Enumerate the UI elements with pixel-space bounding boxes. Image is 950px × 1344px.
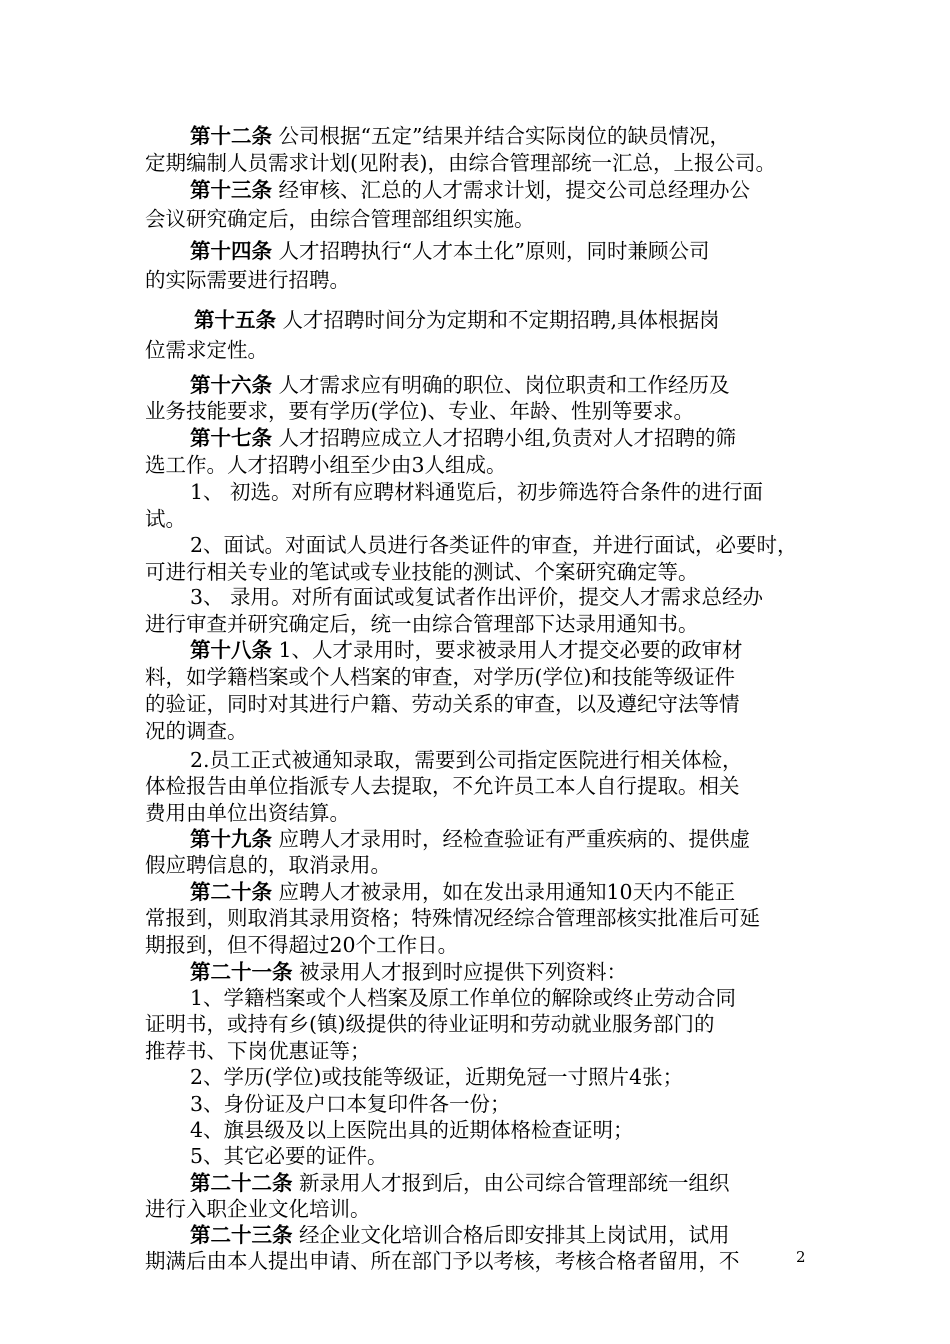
line-text: 被录用人才报到时应提供下列资料： [292,960,628,984]
text-line [190,584,815,610]
text-line [145,800,815,826]
article-label: 第二十一条 [190,960,293,984]
text-line [190,637,815,663]
article-label: 第二十三条 [190,1223,293,1247]
line-text: 的验证，同时对其进行户籍、劳动关系的审查，以及遵纪守法等情 [145,692,740,716]
text-line [190,985,815,1011]
text-line [190,479,815,505]
article-label: 第十五条 [194,308,276,332]
line-text: 人才招聘执行“人才本土化”原则，同时兼顾公司 [272,239,710,263]
line-text: 况的调查。 [145,719,248,743]
text-line [145,664,815,690]
text-line [145,1011,815,1037]
text-line [145,932,815,958]
article-label: 第十八条 [190,638,272,662]
line-text: 新录用人才报到后，由公司综合管理部统一组织 [292,1171,730,1195]
line-text: 人才招聘应成立人才招聘小组,负责对人才招聘的筛 [272,426,737,450]
text-line [190,425,815,451]
text-line [145,905,815,931]
line-text: 选工作。人才招聘小组至少由3人组成。 [145,453,507,477]
line-text: 应聘人才被录用，如在发出录用通知10天内不能正 [272,880,736,904]
page-number: 2 [796,1248,806,1266]
line-text: 公司根据“五定”结果并结合实际岗位的缺员情况， [272,124,730,148]
line-text: 1、 初选。对所有应聘材料通览后，初步筛选符合条件的进行面 [190,480,764,504]
text-line [190,177,815,203]
text-line [190,879,815,905]
text-line [145,718,815,744]
article-label: 第二十二条 [190,1171,293,1195]
text-line [190,1117,815,1143]
text-line [190,1170,815,1196]
text-line [190,1064,815,1090]
text-line [145,267,815,293]
line-text: 3、身份证及户口本复印件各一份； [190,1092,511,1116]
line-text: 期报到，但不得超过20个工作日。 [145,933,459,957]
line-text: 的实际需要进行招聘。 [145,268,350,292]
line-text: 费用由单位出资结算。 [145,801,350,825]
line-text: 人才招聘时间分为定期和不定期招聘,具体根据岗 [276,308,720,332]
text-line [190,826,815,852]
text-line [145,452,815,478]
text-line [190,238,815,264]
text-line [145,337,815,363]
article-label: 第十六条 [190,373,272,397]
line-text: 1、学籍档案或个人档案及原工作单位的解除或终止劳动合同 [190,986,737,1010]
line-text: 人才需求应有明确的职位、岗位职责和工作经历及 [272,373,730,397]
line-text: 试。 [145,507,186,531]
article-label: 第十四条 [190,239,272,263]
line-text: 进行审查并研究确定后，统一由综合管理部下达录用通知书。 [145,612,699,636]
text-line [145,1248,815,1274]
line-text: 2.员工正式被通知录取，需要到公司指定医院进行相关体检， [190,748,743,772]
text-line [145,773,815,799]
text-line [190,123,815,149]
line-text: 经企业文化培训合格后即安排其上岗试用，试用 [292,1223,730,1247]
line-text: 常报到，则取消其录用资格；特殊情况经综合管理部核实批准后可延 [145,906,760,930]
text-line [145,506,815,532]
line-text: 2、学历(学位)或技能等级证，近期免冠一寸照片4张； [190,1065,684,1089]
text-line [145,150,815,176]
text-line [145,1196,815,1222]
line-text: 体检报告由单位指派专人去提取，不允许员工本人自行提取。相关 [145,774,740,798]
line-text: 期满后由本人提出申请、所在部门予以考核，考核合格者留用，不 [145,1249,740,1273]
text-line [145,1038,815,1064]
article-label: 第十七条 [190,426,272,450]
article-label: 第十三条 [190,178,272,202]
text-line [145,398,815,424]
text-line [190,747,815,773]
text-line [145,691,815,717]
line-text: 1、人才录用时，要求被录用人才提交必要的政审材 [272,638,743,662]
line-text: 料，如学籍档案或个人档案的审查，对学历(学位)和技能等级证件 [145,665,735,689]
line-text: 业务技能要求，要有学历(学位)、专业、年龄、性别等要求。 [145,399,694,423]
article-label: 第十九条 [190,827,272,851]
text-line [145,852,815,878]
text-line [190,532,815,558]
line-text: 3、 录用。对所有面试或复试者作出评价，提交人才需求总经办 [190,585,764,609]
text-line [145,206,815,232]
article-label: 第二十条 [190,880,272,904]
text-line [190,1222,815,1248]
text-line [194,307,815,333]
text-line [145,611,815,637]
line-text: 5、其它必要的证件。 [190,1144,388,1168]
line-text: 经审核、汇总的人才需求计划，提交公司总经理办公 [272,178,751,202]
text-line [190,1143,815,1169]
line-text: 会议研究确定后，由综合管理部组织实施。 [145,207,535,231]
text-line [190,372,815,398]
line-text: 可进行相关专业的笔试或专业技能的测试、个案研究确定等。 [145,560,699,584]
text-line [190,1091,815,1117]
line-text: 推荐书、下岗优惠证等； [145,1039,371,1063]
line-text: 4、旗县级及以上医院出具的近期体格检查证明； [190,1118,634,1142]
article-label: 第十二条 [190,124,272,148]
line-text: 位需求定性。 [145,338,268,362]
line-text: 假应聘信息的，取消录用。 [145,853,391,877]
text-line [145,559,815,585]
line-text: 进行入职企业文化培训。 [145,1197,371,1221]
line-text: 证明书，或持有乡(镇)级提供的待业证明和劳动就业服务部门的 [145,1012,715,1036]
text-line [190,959,815,985]
line-text: 应聘人才录用时，经检查验证有严重疾病的、提供虚 [272,827,751,851]
line-text: 2、面试。对面试人员进行各类证件的审查，并进行面试，必要时， [190,533,798,557]
line-text: 定期编制人员需求计划(见附表)，由综合管理部统一汇总，上报公司。 [145,151,776,175]
